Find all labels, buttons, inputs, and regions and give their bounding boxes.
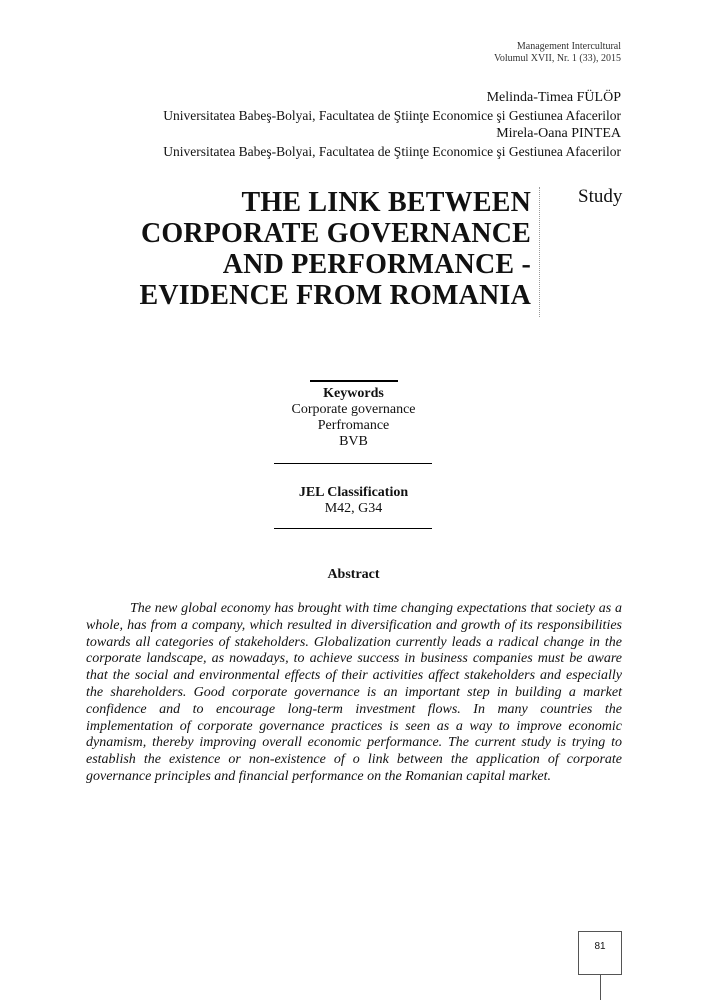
page-number-box (578, 931, 622, 975)
keyword-item: BVB (339, 434, 368, 449)
journal-header (494, 41, 621, 65)
keywords-bottom-rule (274, 463, 432, 464)
article-type-label: Study (578, 186, 623, 207)
jel-heading: JEL Classification (298, 485, 409, 500)
author-name: Melinda-Timea FÜLÖP (486, 90, 621, 105)
title-divider (539, 187, 540, 317)
title-line: THE LINK BETWEEN (241, 187, 531, 218)
jel-codes: M42, G34 (324, 501, 383, 516)
abstract-text: The new global economy has brought with time changing expectations that society as a whole, has from a company, which resulted in diversification and growth of its responsibilities towards all categories of stakeholders. Globalization currently leads a radical change in the corporate landscape, as nowadays, to achieve success in business companies must be aware that the social and environmental effects of their activities affect stakeholders and especially the shareholders. Good corporate governance is an important step in building a market confidence and to encourage long-term investment flows. In many countries the implementation of corporate governance practices is seen as a way to improve economic dynamism, thereby improving overall economic performance. The current study is trying to establish the existence or non-existence of o link between the application of corporate governance principles and financial performance on the Romanian capital market. (86, 601, 622, 784)
abstract-heading: Abstract (327, 567, 380, 582)
jel-block (0, 485, 707, 517)
article-title (51, 187, 531, 311)
keyword-item: Perfromance (317, 418, 390, 433)
author-name: Mirela-Oana PINTEA (496, 126, 621, 141)
title-line: CORPORATE GOVERNANCE (140, 218, 531, 249)
keywords-block (0, 386, 707, 450)
author-affiliation: Universitatea Babeş-Bolyai, Facultatea de Ştiinţe Economice şi Gestiunea Afacerilor (163, 144, 621, 159)
title-line: AND PERFORMANCE - (222, 249, 531, 280)
title-line: EVIDENCE FROM ROMANIA (139, 280, 531, 311)
page-number: 81 (594, 941, 606, 952)
keywords-top-rule (310, 380, 398, 382)
keyword-item: Corporate governance (291, 402, 416, 417)
keywords-heading: Keywords (323, 386, 384, 401)
author-block (163, 89, 621, 161)
jel-bottom-rule (274, 528, 432, 529)
journal-issue: Volumul XVII, Nr. 1 (33), 2015 (493, 53, 621, 64)
page-number-tick (600, 974, 601, 1000)
author-affiliation: Universitatea Babeş-Bolyai, Facultatea de Ştiinţe Economice şi Gestiunea Afacerilor (163, 108, 621, 123)
journal-name: Management Intercultural (516, 41, 621, 52)
